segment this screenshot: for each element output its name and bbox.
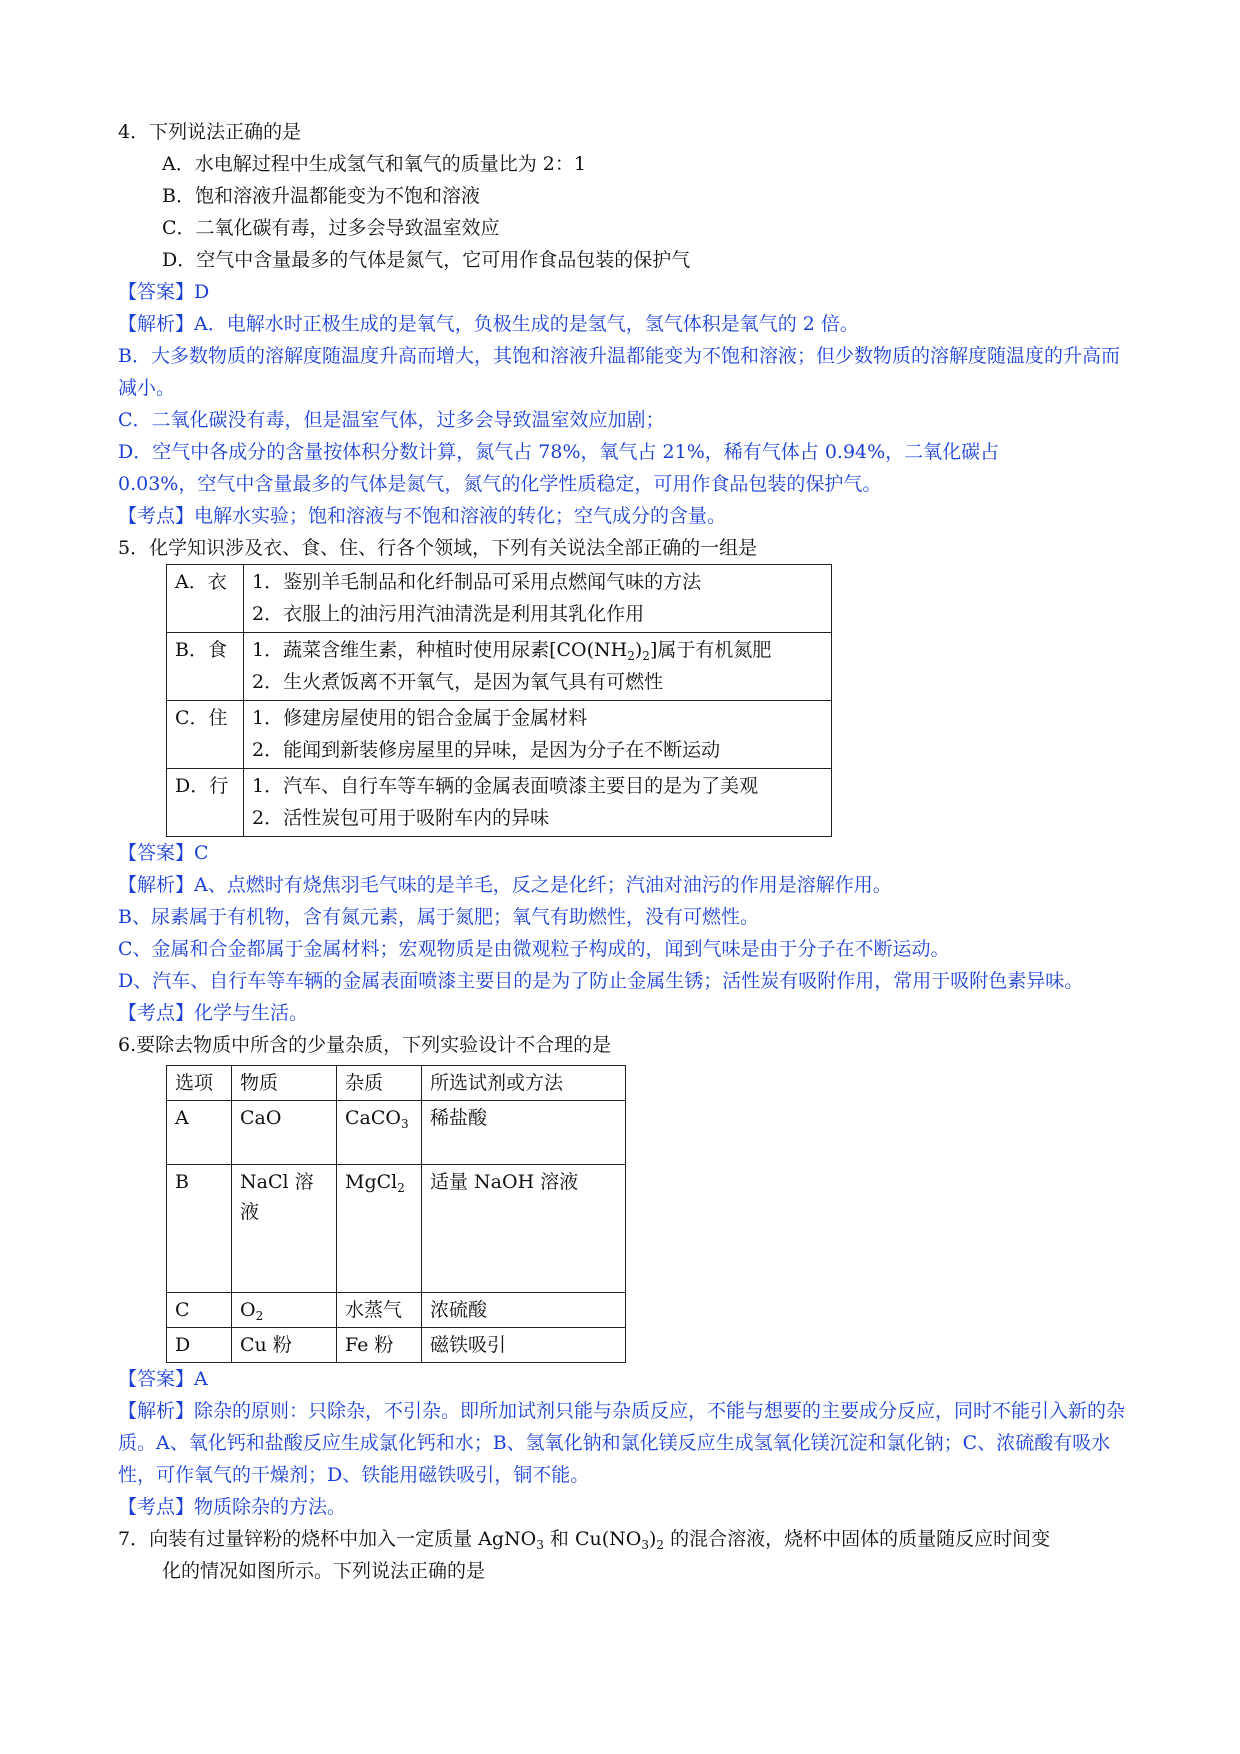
- subscript: 3: [400, 1117, 409, 1131]
- q5-point: [118, 997, 1138, 1029]
- list-item: 1．修建房屋使用的铝合金属于金属材料: [252, 707, 588, 729]
- point-tag: 【考点】: [118, 1496, 195, 1518]
- table-cell: 磁铁吸引: [422, 1328, 626, 1363]
- table-cell-category: A．衣: [167, 565, 244, 633]
- list-item: 2．活性炭包可用于吸附车内的异味: [252, 807, 550, 829]
- text-fragment: ]属于有机氮肥: [649, 639, 772, 661]
- text-fragment: 的混合溶液，烧杯中固体的质量随反应时间变: [664, 1528, 1051, 1550]
- document-page: [118, 116, 1138, 1587]
- q6-analysis: [118, 1395, 1138, 1491]
- analysis-tag: 【解析】: [118, 313, 195, 335]
- list-item: [252, 634, 823, 666]
- q5-analysis-b: B、尿素属于有机物，含有氮元素，属于氮肥；氧气有助燃性，没有可燃性。: [118, 906, 759, 928]
- column-header: 所选试剂或方法: [422, 1066, 626, 1101]
- table-cell: [337, 1165, 422, 1293]
- table-row: [167, 1101, 626, 1165]
- subscript: 2: [255, 1309, 264, 1323]
- table-row: [167, 769, 832, 837]
- answer-tag: 【答案】: [118, 842, 195, 864]
- table-row: [167, 565, 832, 633]
- analysis-text: A．电解水时正极生成的是氧气，负极生成的是氢气，氢气体积是氧气的 2 倍。: [194, 313, 859, 335]
- table-cell: [337, 1101, 422, 1165]
- table-cell: 水蒸气: [337, 1293, 422, 1328]
- text-fragment: ): [648, 1528, 657, 1550]
- table-cell: [232, 1293, 337, 1328]
- point-text: 化学与生活。: [194, 1002, 309, 1024]
- q6-point: [118, 1491, 1138, 1523]
- table-cell-category: C．住: [167, 701, 244, 769]
- list-item: 2．衣服上的油污用汽油清洗是利用其乳化作用: [252, 603, 645, 625]
- list-item: 2．生火煮饭离不开氧气，是因为氧气具有可燃性: [252, 671, 664, 693]
- q4-answer: [118, 276, 1138, 308]
- column-header: 选项: [167, 1066, 232, 1101]
- table-cell: C: [167, 1293, 232, 1328]
- answer-value: C: [194, 842, 209, 864]
- text-fragment: CaCO: [345, 1107, 401, 1129]
- text-fragment: MgCl: [345, 1171, 398, 1193]
- point-text: 电解水实验；饱和溶液与不饱和溶液的转化；空气成分的含量。: [194, 505, 727, 527]
- table-cell: 稀盐酸: [422, 1101, 626, 1165]
- text-fragment: O: [240, 1299, 256, 1321]
- analysis-text: A、点燃时有烧焦羽毛气味的是羊毛，反之是化纤；汽油对油污的作用是溶解作用。: [194, 874, 892, 896]
- subscript: 2: [627, 649, 635, 663]
- analysis-tag: 【解析】: [118, 1400, 195, 1422]
- q4-option-d: D．空气中含量最多的气体是氮气，它可用作食品包装的保护气: [162, 249, 691, 271]
- q4-analysis-d2: 0.03%，空气中含量最多的气体是氮气，氮气的化学性质稳定，可用作食品包装的保护气。: [118, 473, 882, 495]
- q5-analysis-a: [118, 869, 1138, 901]
- table-row: [167, 1165, 626, 1293]
- table-cell: D: [167, 1328, 232, 1363]
- column-header: 物质: [232, 1066, 337, 1101]
- answer-tag: 【答案】: [118, 1368, 195, 1390]
- q4-analysis-b: B．大多数物质的溶解度随温度升高而增大，其饱和溶液升温都能变为不饱和溶液；但少数物质的溶解度随温度的升高而减小。: [118, 345, 1120, 399]
- answer-value: D: [194, 281, 210, 303]
- list-item: 2．能闻到新装修房屋里的异味，是因为分子在不断运动: [252, 739, 721, 761]
- table-row: [167, 1293, 626, 1328]
- table-cell-category: D．行: [167, 769, 244, 837]
- answer-tag: 【答案】: [118, 281, 195, 303]
- table-cell-items: [244, 565, 832, 633]
- q6-table: [166, 1065, 626, 1363]
- subscript: 3: [641, 1538, 649, 1552]
- subscript: 2: [397, 1181, 405, 1195]
- table-cell: B: [167, 1165, 232, 1293]
- point-text: 物质除杂的方法。: [194, 1496, 347, 1518]
- table-cell: A: [167, 1101, 232, 1165]
- table-cell: 浓硫酸: [422, 1293, 626, 1328]
- text-fragment: 和 Cu(NO: [543, 1528, 642, 1550]
- table-cell-items: [244, 701, 832, 769]
- table-cell: NaCl 溶液: [232, 1165, 337, 1293]
- q7-stem: [118, 1523, 1138, 1555]
- answer-value: A: [194, 1368, 208, 1390]
- point-tag: 【考点】: [118, 1002, 195, 1024]
- subscript: 2: [642, 649, 650, 663]
- table-cell-category: B．食: [167, 633, 244, 701]
- text-fragment: 1．蔬菜含维生素，种植时使用尿素[CO(NH: [252, 639, 628, 661]
- q7-stem-line2: 化的情况如图所示。下列说法正确的是: [162, 1560, 486, 1582]
- column-header: 杂质: [337, 1066, 422, 1101]
- table-header-row: [167, 1066, 626, 1101]
- subscript: 2: [656, 1538, 665, 1552]
- subscript: 3: [536, 1538, 544, 1552]
- q4-point: [118, 500, 1138, 532]
- q4-stem: 4．下列说法正确的是: [118, 121, 302, 143]
- q6-answer: [118, 1363, 1138, 1395]
- table-cell: Cu 粉: [232, 1328, 337, 1363]
- q5-analysis-d: D、汽车、自行车等车辆的金属表面喷漆主要目的是为了防止金属生锈；活性炭有吸附作用，常用于吸附色素异味。: [118, 970, 1084, 992]
- list-item: 1．汽车、自行车等车辆的金属表面喷漆主要目的是为了美观: [252, 775, 759, 797]
- text-fragment: 7．向装有过量锌粉的烧杯中加入一定质量 AgNO: [118, 1528, 537, 1550]
- list-item: 1．鉴别羊毛制品和化纤制品可采用点燃闻气味的方法: [252, 571, 702, 593]
- q4-analysis-c: C．二氧化碳没有毒，但是温室气体，过多会导致温室效应加剧；: [118, 409, 665, 431]
- q4-option-c: C．二氧化碳有毒，过多会导致温室效应: [162, 217, 500, 239]
- q5-answer: [118, 837, 1138, 869]
- q4-option-b: B．饱和溶液升温都能变为不饱和溶液: [162, 185, 480, 207]
- table-cell-items: [244, 769, 832, 837]
- text-fragment: ): [634, 639, 643, 661]
- table-cell: CaO: [232, 1101, 337, 1165]
- table-row: [167, 701, 832, 769]
- q4-analysis-d1: D．空气中各成分的含量按体积分数计算，氮气占 78%，氧气占 21%，稀有气体占 0.94%，二氧化碳占: [118, 441, 1000, 463]
- table-cell: 适量 NaOH 溶液: [422, 1165, 626, 1293]
- table-cell: Fe 粉: [337, 1328, 422, 1363]
- q6-stem: 6.要除去物质中所含的少量杂质，下列实验设计不合理的是: [118, 1034, 612, 1056]
- point-tag: 【考点】: [118, 505, 195, 527]
- table-row: [167, 1328, 626, 1363]
- q4-analysis-a: [118, 308, 1138, 340]
- q5-table: [166, 564, 832, 837]
- q5-analysis-c: C、金属和合金都属于金属材料；宏观物质是由微观粒子构成的，闻到气味是由于分子在不断运动。: [118, 938, 950, 960]
- analysis-text: 除杂的原则：只除杂，不引杂。即所加试剂只能与杂质反应，不能与想要的主要成分反应，同时不能引入新的杂质。A、氧化钙和盐酸反应生成氯化钙和水；B、氢氧化钠和氯化镁反应生成氢氧化镁沉淀和氯化钠；C、浓硫酸有吸水性，可作氧气的干燥剂；D、铁能用磁铁吸引，铜不能。: [118, 1400, 1126, 1486]
- analysis-tag: 【解析】: [118, 874, 195, 896]
- q5-stem: 5．化学知识涉及衣、食、住、行各个领域，下列有关说法全部正确的一组是: [118, 537, 758, 559]
- table-cell-items: [244, 633, 832, 701]
- table-row: [167, 633, 832, 701]
- q4-option-a: A．水电解过程中生成氢气和氧气的质量比为 2：1: [162, 153, 586, 175]
